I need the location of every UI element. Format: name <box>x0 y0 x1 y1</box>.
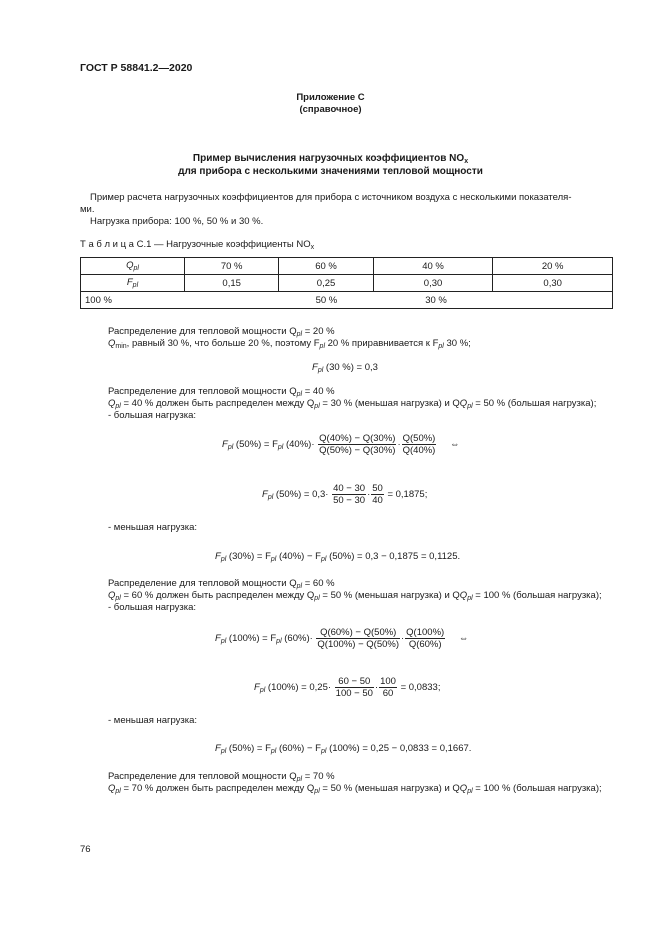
table-cell: 100 % <box>81 292 185 309</box>
large-load-label-40: - большая нагрузка: <box>108 410 197 421</box>
table-cell: 40 % <box>373 258 493 275</box>
table-cell: 50 % <box>185 292 374 309</box>
fraction: $\frac{Q(60\%) - Q(50\%)}{Q(100\%) - Q(50\%)}$ <box>317 627 399 650</box>
equivalence-arrow: ⇔ <box>449 439 460 451</box>
equation-f-30: $F_{pl}$ (30 %) = 0,3 <box>312 362 378 374</box>
table-cell: 0,15 <box>185 275 279 292</box>
table-cell: 70 % <box>185 258 279 275</box>
distribution-20-title: Распределение для тепловой мощности $Q_{pl} = 20$ % <box>108 326 335 338</box>
fraction: $\frac{Q(100\%)}{Q(60\%)}$ <box>406 627 445 650</box>
table-header-cell: $Q_{pl}$ <box>81 258 185 275</box>
equivalence-arrow: ⇔ <box>458 633 469 645</box>
distribution-20-text: $Q_{min}$, равный 30 %, что больше 20 %, поэтому $F_{pl}$ 20 % приравнивается к $F_{pl}$ 30 %; <box>108 338 471 350</box>
fraction: $\frac{Q(50\%)}{Q(40\%)}$ <box>402 433 436 456</box>
table-cell: 20 % <box>493 258 613 275</box>
table-row <box>81 292 613 309</box>
document-header: ГОСТ Р 58841.2—2020 <box>80 62 193 74</box>
coefficients-table <box>80 257 613 309</box>
table-header-cell: $F_{pl}$ <box>81 275 185 292</box>
distribution-70-title: Распределение для тепловой мощности $Q_{pl} = 70$ % <box>108 771 335 783</box>
equation-40-general: $F_{pl}$ $(50\%) = F_{pl}$ (40%)· $\frac{Q(40\%) - Q(30\%)}{Q(50\%) - Q(30\%)}$ · $\frac{Q(50\%)}{Q(40\%)}$ ⇔ <box>222 433 460 456</box>
fraction: $\frac{100}{60}$ <box>380 676 396 699</box>
fraction: $\frac{50}{40}$ <box>372 483 383 506</box>
table-caption: Т а б л и ц а С.1 — Нагрузочные коэффициенты $NO_x$ <box>80 239 315 251</box>
intro-paragraph-line1: Пример расчета нагрузочных коэффициентов для прибора с источником воздуха с несколькими показателя- <box>90 192 572 203</box>
section-heading-line2: для прибора с несколькими значениями тепловой мощности <box>178 166 483 177</box>
large-load-label-60: - большая нагрузка: <box>108 602 197 613</box>
table-cell: 30 % <box>373 292 612 309</box>
appendix-subtitle: (справочное) <box>299 104 362 115</box>
table-cell: 0,30 <box>493 275 613 292</box>
table-cell: 0,25 <box>279 275 373 292</box>
intro-load-text: Нагрузка прибора: 100 %, 50 % и 30 %. <box>90 216 264 227</box>
equation-60-numeric: $F_{pl}$ (100%) = 0,25· $\frac{60 - 50}{100 - 50}$ · $\frac{100}{60}$ = 0,0833; <box>254 676 441 699</box>
fraction: $\frac{60 - 50}{100 - 50}$ <box>335 676 373 699</box>
distribution-40-text: $Q_{pl} = 40$ % должен быть распределен между $Q_{pl} = 30$ % (меньшая нагрузка) и $QQ_{pl} = 50$ % (большая нагрузка); <box>108 398 597 410</box>
section-heading-line1: Пример вычисления нагрузочных коэффициентов $NO_x$ <box>192 153 469 165</box>
appendix-title: Приложение С <box>296 92 365 103</box>
table-row <box>81 275 613 292</box>
equation-40-small: $F_{pl}$ $(30\%) = F_{pl}$ $(40\%) - F_{pl}$ (50%) = 0,3 − 0,1875 = 0,1125. <box>215 551 461 563</box>
distribution-60-text: $Q_{pl} = 60$ % должен быть распределен между $Q_{pl} = 50$ % (меньшая нагрузка) и $QQ_{pl} = 100$ % (большая нагрузка); <box>108 590 602 602</box>
distribution-40-title: Распределение для тепловой мощности $Q_{pl} = 40$ % <box>108 386 335 398</box>
page-number: 76 <box>80 844 91 855</box>
table-row <box>81 258 613 275</box>
table-cell: 60 % <box>279 258 373 275</box>
distribution-60-title: Распределение для тепловой мощности $Q_{pl} = 60$ % <box>108 578 335 590</box>
intro-paragraph-line2: ми. <box>80 204 95 215</box>
small-load-label-40: - меньшая нагрузка: <box>108 522 198 533</box>
fraction: $\frac{40 - 30}{50 - 30}$ <box>333 483 366 506</box>
equation-60-general: $F_{pl}$ $(100\%) = F_{pl}$ (60%)· $\frac{Q(60\%) - Q(50\%)}{Q(100\%) - Q(50\%)}$ · $\frac{Q(100\%)}{Q(60\%)}$ ⇔ <box>215 627 469 650</box>
fraction: $\frac{Q(40\%) - Q(30\%)}{Q(50\%) - Q(30\%)}$ <box>319 433 396 456</box>
small-load-label-60: - меньшая нагрузка: <box>108 715 198 726</box>
equation-60-small: $F_{pl}$ $(50\%) = F_{pl}$ $(60\%) - F_{pl}$ (100%) = 0,25 − 0,0833 = 0,1667. <box>215 743 472 755</box>
equation-40-numeric: $F_{pl}$ (50%) = 0,3· $\frac{40 - 30}{50 - 30}$ · $\frac{50}{40}$ = 0,1875; <box>262 483 428 506</box>
distribution-70-text: $Q_{pl} = 70$ % должен быть распределен между $Q_{pl} = 50$ % (меньшая нагрузка) и $QQ_{pl} = 100$ % (большая нагрузка); <box>108 783 602 795</box>
table-cell: 0,30 <box>373 275 493 292</box>
